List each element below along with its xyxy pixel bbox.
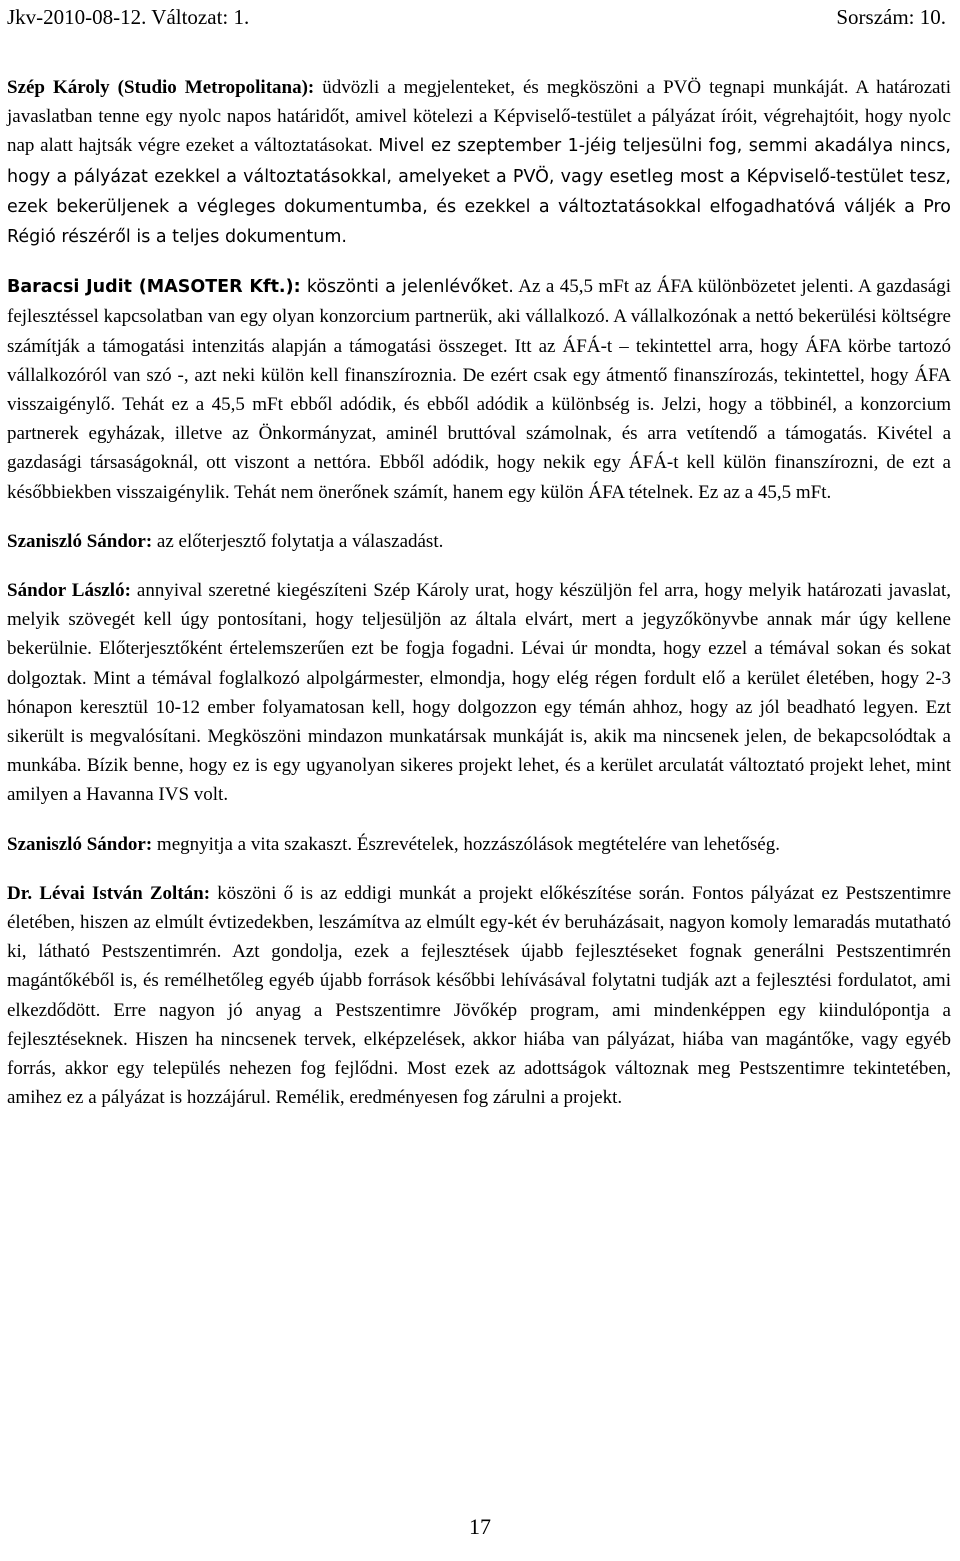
paragraph-sandor-laszlo	[7, 576, 951, 810]
paragraph-szaniszlo-sandor-2	[7, 830, 951, 859]
paragraph-szep-karoly	[7, 73, 951, 252]
page-number: 17	[469, 1514, 491, 1539]
speaker-name: Szaniszló Sándor:	[7, 833, 153, 855]
speaker-name: Dr. Lévai István Zoltán:	[7, 882, 211, 904]
paragraph-baracsi-judit	[7, 272, 951, 507]
speaker-name: Sándor László:	[7, 580, 131, 602]
paragraph-text: az előterjesztő folytatja a válaszadást.	[152, 530, 444, 552]
header-serial-number: Sorszám: 10.	[836, 5, 946, 29]
paragraph-text: Az a 45,5 mFt az ÁFA különbözetet jelenti. A gazdasági fejlesztéssel kapcsolatban van egy olyan konzorcium partnerük, aki vállalkozó. A vállalkozónak a nettó bekerülési költségre számítják a támogatási intenzitás alapján a támogatási összeget. Itt az ÁFÁ-t – tekintettel arra, hogy ÁFA körbe tartozó vállalkozóról van szó -, azt neki külön kell finanszíroznia. De ezért csak egy átmentő finanszírozás, tekintettel, hogy ÁFA visszaigénylő. Tehát ez a 45,5 mFt ebből adódik, és ebből adódik a különbség is. Jelzi, hogy a többinél, a konzorcium partnerek egyházak, illetve az Önkormányzat, aminél bruttóval számolnak, és arra vetítendő a támogatás. Kivétel a gazdasági társaságoknál, ott viszont a nettóra. Ebből adódik, hogy nekik egy ÁFÁ-t kell külön finanszírozni, de ezt a későbbiekben visszaigénylik. Tehát nem önerőnek számít, hanem egy külön ÁFA tételnek. Ez az a 45,5 mFt.	[7, 276, 951, 503]
speaker-name: Szaniszló Sándor:	[7, 530, 153, 552]
header-document-id: Jkv-2010-08-12. Változat: 1.	[7, 5, 250, 29]
paragraph-text: megnyitja a vita szakaszt. Észrevételek, hozzászólások megtételére van lehetőség.	[152, 833, 780, 855]
speaker-name: Szép Károly (Studio Metropolitana):	[7, 77, 315, 98]
paragraph-text: köszöni ő is az eddigi munkát a projekt előkészítése során. Fontos pályázat ez Pestszentimre életében, hiszen az elmúlt évtizedekben, leszámítva az elmúlt egy-két év beruházásait, nagyon komoly lemaradás mutatható ki, látható Pestszentimrén. Azt gondolja, ezek a fejlesztések újabb fejlesztéseket fognak generálni Pestszentimrén magántőkéből is, és remélhetőleg egyéb újabb források későbbi lehívásával folytatni tudják azt a fejlesztési fordulatot, ami elkezdődött. Erre nagyon jó anyag a Pestszentimre Jövőkép program, ami mindenképpen egy kiindulópontja a fejlesztéseknek. Hiszen ha nincsenek tervek, elképzelések, akkor hiába van pályázat, hiába van magántőke, vagy egyéb forrás, akkor egy település nehezen fog fejlődni. Most ezek az adottságok változnak meg Pestszentimre tekintetében, amihez ez a pályázat is hozzájárul. Remélik, eredményesen fog zárulni a projekt.	[7, 882, 952, 1109]
paragraph-text: annyival szeretné kiegészíteni Szép Károly urat, hogy készüljön fel arra, hogy melyik határozati javaslat, melyik szövegét kell úgy pontosítani, hogy teljesüljön az általa elvárt, mert a jegyzőkönyvbe annak már úgy kellene bekerülnie. Előterjesztőként értelemszerűen ezt be fogja fogadni. Lévai úr mondta, hogy ezzel a témával sokan és sokat dolgoztak. Mint a témával foglalkozó alpolgármester, elmondja, hogy elég régen fordult elő a kerület életében, hogy 2-3 hónapon keresztül 10-12 ember folyamatosan kell, hogy dolgozzon egy témán ahhoz, hogy az jól beadható legyen. Ezt sikerült is megvalósítani. Megköszöni mindazon munkatársak munkáját is, akik ma nincsenek jelen, de bekapcsolódtak a munkába. Bízik benne, hogy ez is egy ugyanolyan sikeres projekt lehet, és a kerület arculatát változtató projekt lehet, mint amilyen a Havanna IVS volt.	[7, 580, 951, 806]
paragraph-text-sans: köszönti a jelenlévőket.	[300, 277, 514, 298]
document-body	[7, 73, 951, 1133]
page-header	[7, 2, 946, 32]
paragraph-text: üdvözli a megjelenteket, és megköszöni a PVÖ tegnapi munkáját. A határozati javaslatban tenne egy nyolc napos határidőt, amivel kötelezi a Képviselő-testület a pályázat íróit, végrehajtóit, hogy nyolc nap alatt hajtsák végre ezeket a változtatásokat.	[7, 77, 951, 157]
paragraph-szaniszlo-sandor-1	[7, 527, 951, 556]
paragraph-levai-istvan-zoltan	[7, 879, 951, 1113]
speaker-name: Baracsi Judit (MASOTER Kft.):	[7, 277, 301, 298]
paragraph-text-sans: Mivel ez szeptember 1-jéig teljesülni fog, semmi akadálya nincs, hogy a pályázat ezekkel a változtatásokkal, amelyeket a PVÖ, vagy esetleg most a Képviselő-testület tesz, ezek bekerüljenek a végleges dokumentumba, és ezekkel a változtatásokkal elfogadhatóvá váljék a Pro Régió részéről is a teljes dokumentum.	[7, 136, 951, 248]
